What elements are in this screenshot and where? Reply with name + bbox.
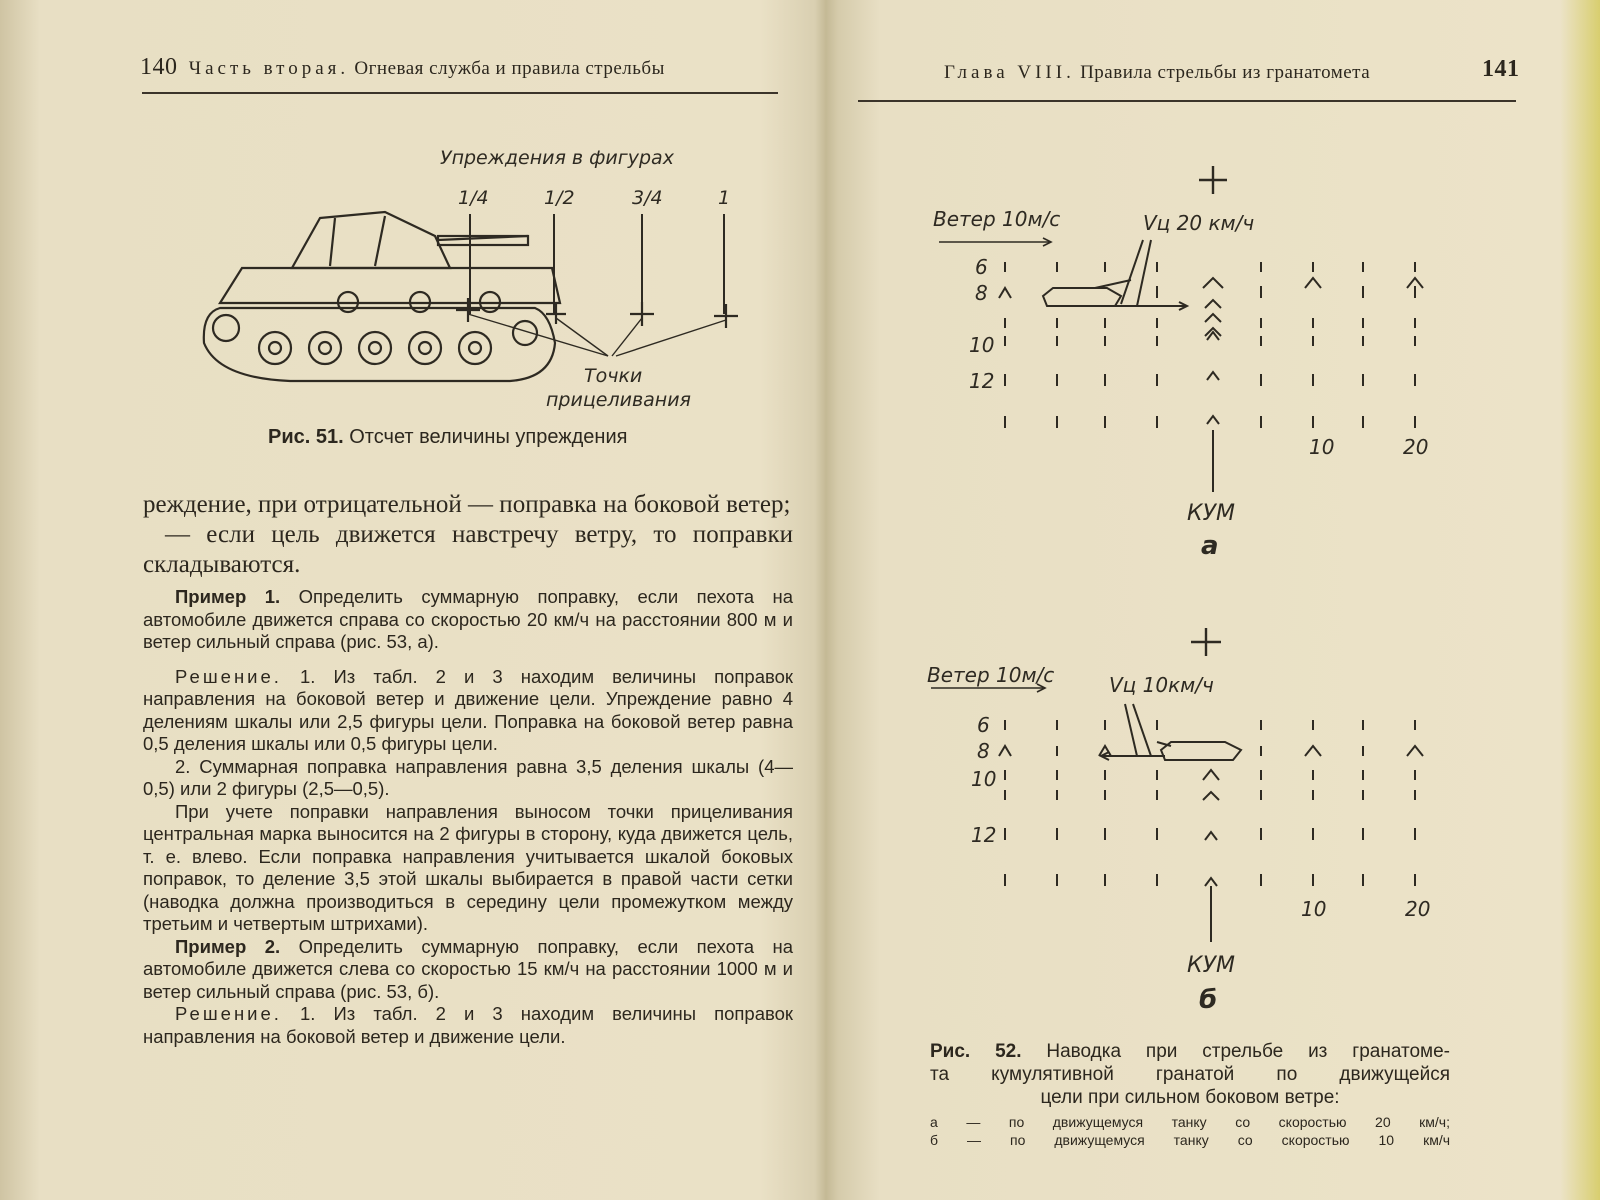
panel-a-wind-label: Ветер 10м/с <box>933 207 1061 231</box>
figure-52-panel-b <box>925 620 1445 1030</box>
example-1-label: Пример 1. <box>175 586 281 607</box>
fig51-title: Упреждения в фигурах <box>440 147 674 169</box>
panel-a-row-8: 8 <box>975 281 988 305</box>
panel-a-reticle-ticks <box>1005 262 1415 428</box>
paragraph-solution-2 <box>143 1003 793 1048</box>
left-header-rule <box>142 92 778 94</box>
right-header-rule <box>858 100 1516 102</box>
solution-2-text: 1. Из табл. 2 и 3 находим величины поправок направления на боковой ветер и движение цели. <box>143 1003 794 1047</box>
panel-a-row-12: 12 <box>969 369 995 393</box>
fig51-caption <box>268 426 627 449</box>
example-2-label: Пример 2. <box>175 935 281 957</box>
panel-b-speed-label: Vц 10км/ч <box>1109 673 1214 697</box>
paragraph-solution-1-step-2: 2. Суммарная поправка направления равна 3,5 деления шкалы (4—0,5) или 2 фигуры (2,5—0,5). <box>143 755 793 799</box>
figure-51-tank-lead-diagram <box>180 138 780 428</box>
panel-b-bottom-10: 10 <box>1301 897 1327 921</box>
example-2-text: Определить суммарную поправку, если пехота на автомобиле движется слева со скоростью 15 км/ч на расстоянии 1000 м и ветер сильный справа (рис. 53, б). <box>143 935 793 1002</box>
fig52-caption-line1 <box>930 1040 1450 1063</box>
panel-a-wind-arrow <box>939 238 1051 246</box>
fig51-caption-text: Отсчет величины упреждения <box>349 426 628 448</box>
paragraph-wind-correction: реждение, при отрицательной — поправка на боковой ветер; <box>143 491 791 518</box>
fig51-caption-number: Рис. 51. <box>268 426 344 448</box>
paragraph-solution-1 <box>143 666 793 756</box>
right-page-number-wrap <box>1482 56 1520 83</box>
panel-a-tank-target <box>1043 240 1187 310</box>
part-label: Часть вторая. <box>188 58 350 79</box>
solution-2-label: Решение. <box>175 1003 282 1024</box>
paragraph-headwind: — если цель движется навстречу ветру, то поправки складываются. <box>143 521 793 578</box>
panel-b-row-10: 10 <box>971 767 997 791</box>
fig51-aim-label-line1: Точки <box>584 365 643 387</box>
panel-a-kum-label: КУМ <box>1187 501 1236 526</box>
panel-b-row-8: 8 <box>977 739 990 763</box>
panel-a-row-6: 6 <box>975 255 988 279</box>
chapter-label: Глава VIII. <box>944 62 1075 83</box>
panel-b-top-cross <box>1191 628 1221 656</box>
fig52-legend-b: б — по движущемуся танку со скоростью 10 км/ч <box>930 1132 1450 1148</box>
panel-a-row-10: 10 <box>969 333 995 357</box>
tank-silhouette <box>204 212 560 381</box>
fig52-caption-line2: та кумулятивной гранатой по движущейся <box>930 1064 1450 1085</box>
figure-52-panel-a <box>925 160 1445 580</box>
left-header-title: Огневая служба и правила стрельбы <box>354 58 665 79</box>
fig52-caption-line1-text: Наводка при стрельбе из гранатоме- <box>1046 1041 1450 1062</box>
fig51-lead-lines <box>470 214 724 314</box>
panel-b-chevron-marks <box>999 746 1423 886</box>
solution-1-text: 1. Из табл. 2 и 3 находим величины поправок направления на боковой ветер и движение цели. Упреждение равно 4 делениям шкалы или 2,5 фигуры цели. Поправка на боковой ветер равна 0,5 деления шкалы или 0,5 фигуры цели. <box>143 665 794 754</box>
panel-a-bottom-20: 20 <box>1403 435 1429 459</box>
right-running-header <box>944 62 1370 84</box>
left-body-text <box>143 490 793 1048</box>
left-page-number: 140 <box>140 54 178 80</box>
panel-a-chevron-marks <box>999 278 1423 424</box>
panel-b-bottom-20: 20 <box>1405 897 1431 921</box>
fig51-lead-label-three-quarters: 3/4 <box>632 187 663 209</box>
panel-b-row-6: 6 <box>977 713 990 737</box>
fig51-lead-label-half: 1/2 <box>544 187 575 209</box>
panel-a-bottom-10: 10 <box>1309 435 1335 459</box>
fig52-caption-line3: цели при сильном боковом ветре: <box>1040 1087 1340 1108</box>
fig51-aim-label-line2: прицеливания <box>546 389 691 411</box>
fig51-pointer-lines <box>468 314 726 356</box>
panel-b-tank-target <box>1101 704 1241 760</box>
panel-b-letter: б <box>1199 985 1218 1015</box>
panel-a-speed-label: Vц 20 км/ч <box>1143 211 1255 235</box>
right-page-number: 141 <box>1482 56 1520 82</box>
example-1-text: Определить суммарную поправку, если пехота на автомобиле движется справа со скоростью 20 км/ч на расстоянии 800 м и ветер сильный справа (рис. 53, а). <box>143 586 793 652</box>
panel-b-kum-label: КУМ <box>1187 953 1236 978</box>
right-header-title: Правила стрельбы из гранатомета <box>1080 62 1371 83</box>
panel-b-reticle-ticks <box>1005 720 1415 886</box>
fig52-caption <box>930 1040 1450 1109</box>
left-running-header <box>140 54 665 81</box>
fig52-legend-a: а — по движущемуся танку со скоростью 20 км/ч; <box>930 1114 1450 1130</box>
fig51-lead-label-quarter: 1/4 <box>458 187 489 209</box>
panel-b-wind-label: Ветер 10м/с <box>927 663 1055 687</box>
paragraph-aim-point-note: При учете поправки направления выносом точки прицеливания центральная марка выносится на 2 фигуры в сторону, куда движется цель, т. е. влево. Если поправка направления учитывается шкалой боковых поправок, то деление 3,5 этой шкалы выбирается в правой части сетки (наводка должна производиться в середину цели промежутком между третьим и четвертым штрихами). <box>143 800 793 934</box>
panel-a-top-cross <box>1199 166 1227 194</box>
fig51-lead-label-one: 1 <box>718 187 731 209</box>
panel-b-row-12: 12 <box>971 823 997 847</box>
paragraph-example-2 <box>143 936 793 1004</box>
panel-a-letter: а <box>1201 531 1219 561</box>
fig52-caption-number: Рис. 52. <box>930 1041 1022 1062</box>
solution-1-label: Решение. <box>175 665 282 687</box>
paragraph-example-1 <box>143 586 793 654</box>
